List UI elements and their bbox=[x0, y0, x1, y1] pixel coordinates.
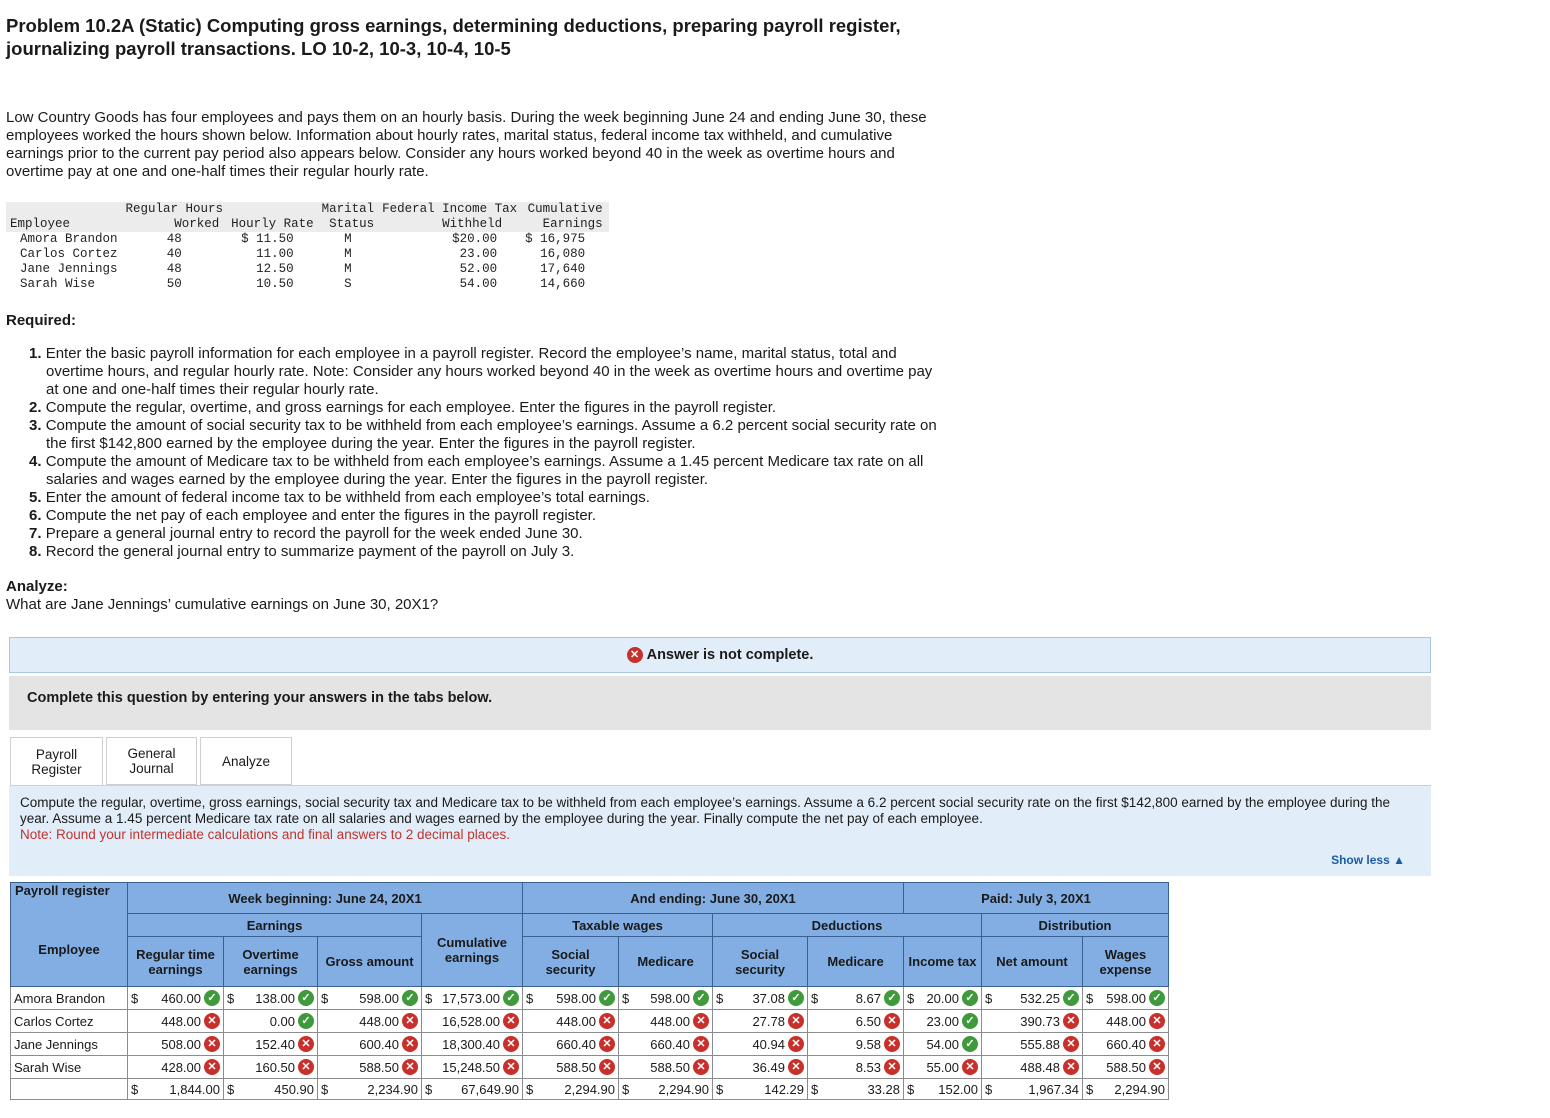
cell-gross-amount[interactable] bbox=[318, 1010, 422, 1033]
cell-value: 555.88 bbox=[1020, 1036, 1060, 1052]
cell-cumulative-earnings[interactable] bbox=[422, 1010, 523, 1033]
total-value: 450.90 bbox=[274, 1081, 314, 1097]
required-item-number: 6. bbox=[29, 507, 42, 524]
emp-name: Sarah Wise bbox=[20, 277, 96, 291]
emp-tax: $20.00 bbox=[452, 232, 498, 246]
cell-value: 54.00 bbox=[926, 1036, 959, 1052]
required-item bbox=[6, 399, 946, 417]
cell-value: 448.00 bbox=[359, 1013, 399, 1029]
cell-income-tax[interactable] bbox=[904, 1033, 982, 1056]
cell-wages-expense[interactable] bbox=[1083, 1010, 1169, 1033]
emp-hours: 40 bbox=[166, 247, 182, 261]
col-cumulative: Cumulative earnings bbox=[422, 914, 523, 987]
cell-medicare-wages[interactable] bbox=[619, 1010, 713, 1033]
cell-ss-wages[interactable] bbox=[523, 1056, 619, 1079]
cell-value: 660.40 bbox=[650, 1036, 690, 1052]
emp-status: M bbox=[344, 262, 352, 276]
instructions-note: Note: Round your intermediate calculations and final answers to 2 decimal places. bbox=[20, 827, 511, 842]
cell-value: 138.00 bbox=[255, 990, 295, 1006]
emp-row bbox=[6, 247, 609, 262]
total-value: 67,649.90 bbox=[461, 1081, 519, 1097]
check-circle-icon: ✓ bbox=[298, 1013, 314, 1029]
cell-ss-deduction[interactable] bbox=[713, 1056, 808, 1079]
total-value: 152.00 bbox=[938, 1081, 978, 1097]
answer-status-text: Answer is not complete. bbox=[646, 647, 814, 663]
emp-name: Amora Brandon bbox=[20, 232, 118, 246]
x-circle-icon: ✕ bbox=[503, 1059, 519, 1075]
total-value: 142.29 bbox=[764, 1081, 804, 1097]
dollar-sign: $ bbox=[811, 990, 819, 1006]
register-employee-name: Amora Brandon bbox=[11, 987, 128, 1010]
emp-status: M bbox=[344, 247, 352, 261]
register-row bbox=[11, 1056, 1169, 1079]
tab-general-journal[interactable] bbox=[106, 737, 197, 785]
register-employee-name: Sarah Wise bbox=[11, 1056, 128, 1079]
register-row bbox=[11, 1010, 1169, 1033]
x-circle-icon: ✕ bbox=[298, 1036, 314, 1052]
x-circle-icon: ✕ bbox=[1063, 1059, 1079, 1075]
x-circle-icon: ✕ bbox=[503, 1036, 519, 1052]
cell-value: 532.25 bbox=[1020, 990, 1060, 1006]
dollar-sign: $ bbox=[811, 1081, 819, 1097]
dollar-sign: $ bbox=[716, 1081, 724, 1097]
register-row bbox=[11, 1033, 1169, 1056]
cell-value: 660.40 bbox=[556, 1036, 596, 1052]
cell-regular-earnings[interactable] bbox=[128, 1010, 224, 1033]
group-taxable-wages: Taxable wages bbox=[523, 914, 713, 937]
cell-overtime-earnings[interactable] bbox=[224, 1033, 318, 1056]
cell-value: 0.00 bbox=[269, 1013, 295, 1029]
title-line-2: journalizing payroll transactions. LO 10-2, 10-3, 10-4, 10-5 bbox=[6, 38, 511, 59]
x-circle-icon: ✕ bbox=[788, 1036, 804, 1052]
cell-value: 160.50 bbox=[255, 1059, 295, 1075]
ending-label: And ending: June 30, 20X1 bbox=[523, 883, 904, 914]
required-item-number: 2. bbox=[29, 399, 42, 416]
cell-net-amount[interactable] bbox=[982, 1010, 1083, 1033]
tab-label: Analyze bbox=[221, 753, 271, 769]
instructions-text: Compute the regular, overtime, gross earnings, social security tax and Medicare tax to be withheld from each employee’s earnings. Assume a 6.2 percent social security rate on the first $142,800 earned by the employee during the year. Assume a 1.45 percent Medicare tax rate on all salaries and wages earned by the employee during the year. Finally compute the net pay of each employee. bbox=[20, 795, 1390, 826]
emp-header-employee: Employee bbox=[6, 202, 122, 232]
cell-value: 448.00 bbox=[556, 1013, 596, 1029]
cell-value: 588.50 bbox=[650, 1059, 690, 1075]
emp-name: Carlos Cortez bbox=[20, 247, 118, 261]
total-net-amount bbox=[982, 1079, 1083, 1100]
col-gross-amount: Gross amount bbox=[318, 937, 422, 987]
total-overtime-earnings bbox=[224, 1079, 318, 1100]
emp-rate: 10.50 bbox=[256, 277, 294, 291]
cell-value: 9.58 bbox=[855, 1036, 881, 1052]
total-ss-wages bbox=[523, 1079, 619, 1100]
check-circle-icon: ✓ bbox=[503, 990, 519, 1006]
x-circle-icon: ✕ bbox=[204, 1013, 220, 1029]
required-item-text: Enter the amount of federal income tax to be withheld from each employee’s total earnings. bbox=[45, 489, 650, 506]
cell-value: 6.50 bbox=[855, 1013, 881, 1029]
tab-label: General Journal bbox=[127, 746, 176, 776]
x-circle-icon: ✕ bbox=[503, 1013, 519, 1029]
employee-info-table bbox=[6, 202, 609, 292]
dollar-sign: $ bbox=[131, 990, 139, 1006]
col-regular-earnings: Regular time earnings bbox=[128, 937, 224, 987]
dollar-sign: $ bbox=[985, 990, 993, 1006]
check-circle-icon: ✓ bbox=[962, 1013, 978, 1029]
cell-medicare-deduction[interactable] bbox=[808, 1056, 904, 1079]
cell-regular-earnings[interactable] bbox=[128, 987, 224, 1010]
emp-name: Jane Jennings bbox=[20, 262, 118, 276]
cell-value: 40.94 bbox=[752, 1036, 785, 1052]
required-item bbox=[6, 417, 946, 453]
register-total-row bbox=[11, 1079, 1169, 1100]
x-circle-icon: ✕ bbox=[1149, 1013, 1165, 1029]
dollar-sign: $ bbox=[1086, 990, 1094, 1006]
required-item-number: 5. bbox=[29, 489, 42, 506]
cell-net-amount[interactable] bbox=[982, 1033, 1083, 1056]
cell-value: 15,248.50 bbox=[442, 1059, 500, 1075]
cell-medicare-deduction[interactable] bbox=[808, 1033, 904, 1056]
dollar-sign: $ bbox=[425, 1081, 433, 1097]
cell-value: 598.00 bbox=[556, 990, 596, 1006]
tab-payroll-register[interactable] bbox=[10, 737, 103, 786]
dollar-sign: $ bbox=[227, 1081, 235, 1097]
x-circle-icon: ✕ bbox=[599, 1059, 615, 1075]
dollar-sign: $ bbox=[321, 990, 329, 1006]
dollar-sign: $ bbox=[526, 990, 534, 1006]
total-medicare-wages bbox=[619, 1079, 713, 1100]
emp-header-status: Marital Status bbox=[318, 202, 379, 232]
dollar-sign: $ bbox=[227, 990, 235, 1006]
cell-value: 152.40 bbox=[255, 1036, 295, 1052]
col-medicare-wages: Medicare bbox=[619, 937, 713, 987]
emp-cumulative: 17,640 bbox=[540, 262, 586, 276]
emp-tax: 52.00 bbox=[459, 262, 498, 276]
register-row bbox=[11, 987, 1169, 1010]
dollar-sign: $ bbox=[622, 1081, 630, 1097]
x-circle-icon: ✕ bbox=[788, 1013, 804, 1029]
cell-gross-amount[interactable] bbox=[318, 1056, 422, 1079]
cell-value: 488.48 bbox=[1020, 1059, 1060, 1075]
check-circle-icon: ✓ bbox=[1149, 990, 1165, 1006]
dollar-sign: $ bbox=[526, 1081, 534, 1097]
emp-cumulative: 14,660 bbox=[540, 277, 586, 291]
tab-analyze[interactable] bbox=[200, 737, 292, 785]
required-item bbox=[6, 525, 946, 543]
dollar-sign: $ bbox=[131, 1081, 139, 1097]
emp-header-hours: Regular Hours Worked bbox=[122, 202, 228, 232]
cell-value: 448.00 bbox=[161, 1013, 201, 1029]
x-circle-icon: ✕ bbox=[884, 1036, 900, 1052]
check-circle-icon: ✓ bbox=[402, 990, 418, 1006]
emp-header-tax: Federal Income Tax Withheld bbox=[378, 202, 521, 232]
required-item bbox=[6, 543, 946, 561]
cell-gross-amount[interactable] bbox=[318, 987, 422, 1010]
cell-income-tax[interactable] bbox=[904, 1056, 982, 1079]
emp-hours: 48 bbox=[166, 262, 182, 276]
x-circle-icon: ✕ bbox=[884, 1013, 900, 1029]
total-income-tax bbox=[904, 1079, 982, 1100]
dollar-sign: $ bbox=[1086, 1081, 1094, 1097]
required-item-text: Compute the net pay of each employee and enter the figures in the payroll register. bbox=[45, 507, 597, 524]
required-item bbox=[6, 345, 946, 399]
cell-regular-earnings[interactable] bbox=[128, 1056, 224, 1079]
total-gross-amount bbox=[318, 1079, 422, 1100]
x-circle-icon: ✕ bbox=[599, 1036, 615, 1052]
cell-value: 660.40 bbox=[1106, 1036, 1147, 1052]
register-employee-name: Carlos Cortez bbox=[11, 1010, 128, 1033]
total-value: 2,234.90 bbox=[367, 1081, 418, 1097]
cell-overtime-earnings[interactable] bbox=[224, 1010, 318, 1033]
emp-hours: 48 bbox=[166, 232, 182, 246]
required-list bbox=[6, 345, 946, 561]
emp-header-rate: Hourly Rate bbox=[227, 202, 318, 232]
total-label-cell bbox=[11, 1079, 128, 1100]
required-item-text: Compute the amount of social security tax to be withheld from each employee’s earnings. Assume a 6.2 percent social security rate on the first $142,800 earned by the employee during the year. Enter the figures in the payroll register. bbox=[45, 417, 937, 452]
cell-overtime-earnings[interactable] bbox=[224, 987, 318, 1010]
x-circle-icon: ✕ bbox=[204, 1036, 220, 1052]
payroll-register-table bbox=[10, 882, 1169, 1100]
cell-cumulative-earnings[interactable] bbox=[422, 1033, 523, 1056]
group-earnings: Earnings bbox=[128, 914, 422, 937]
col-wages-expense: Wages expense bbox=[1083, 937, 1169, 987]
cell-value: 20.00 bbox=[926, 990, 959, 1006]
cell-value: 588.50 bbox=[1106, 1059, 1147, 1075]
emp-header-cumulative: Cumulative Earnings bbox=[521, 202, 609, 232]
x-circle-icon: ✕ bbox=[693, 1059, 709, 1075]
cell-medicare-wages[interactable] bbox=[619, 987, 713, 1010]
emp-cumulative: 16,080 bbox=[540, 247, 586, 261]
emp-hours: 50 bbox=[166, 277, 182, 291]
instructions-panel bbox=[9, 786, 1431, 876]
cell-overtime-earnings[interactable] bbox=[224, 1056, 318, 1079]
cell-regular-earnings[interactable] bbox=[128, 1033, 224, 1056]
cell-ss-deduction[interactable] bbox=[713, 1033, 808, 1056]
emp-row bbox=[6, 262, 609, 277]
check-circle-icon: ✓ bbox=[962, 1036, 978, 1052]
x-circle-icon: ✕ bbox=[693, 1036, 709, 1052]
cell-value: 55.00 bbox=[926, 1059, 959, 1075]
x-circle-icon: ✕ bbox=[402, 1013, 418, 1029]
total-medicare-deduction bbox=[808, 1079, 904, 1100]
cell-ss-wages[interactable] bbox=[523, 1033, 619, 1056]
group-deductions: Deductions bbox=[713, 914, 982, 937]
cell-value: 588.50 bbox=[556, 1059, 596, 1075]
x-circle-icon: ✕ bbox=[204, 1059, 220, 1075]
x-circle-icon: ✕ bbox=[1063, 1036, 1079, 1052]
group-distribution: Distribution bbox=[982, 914, 1169, 937]
required-item-number: 4. bbox=[29, 453, 42, 470]
cell-income-tax[interactable] bbox=[904, 987, 982, 1010]
cell-value: 428.00 bbox=[161, 1059, 201, 1075]
required-item-text: Enter the basic payroll information for each employee in a payroll register. Record the employee’s name, marital status, total and overtime hours, and regular hourly rate. Note: Consider any hours worked beyond 40 in the week as overtime hours and overtime pay at one and one-half times their regular hourly rate. bbox=[45, 345, 933, 398]
total-value: 33.28 bbox=[867, 1081, 900, 1097]
required-item-number: 1. bbox=[29, 345, 42, 362]
cell-value: 460.00 bbox=[161, 990, 201, 1006]
cell-value: 600.40 bbox=[359, 1036, 399, 1052]
cell-wages-expense[interactable] bbox=[1083, 987, 1169, 1010]
cell-value: 588.50 bbox=[359, 1059, 399, 1075]
cell-cumulative-earnings[interactable] bbox=[422, 987, 523, 1010]
total-value: 2,294.90 bbox=[1114, 1081, 1166, 1097]
required-item bbox=[6, 453, 946, 489]
check-circle-icon: ✓ bbox=[884, 990, 900, 1006]
dollar-sign: $ bbox=[716, 990, 724, 1006]
required-label: Required: bbox=[6, 312, 77, 329]
total-value: 1,967.34 bbox=[1028, 1081, 1079, 1097]
required-item bbox=[6, 489, 946, 507]
cell-medicare-wages[interactable] bbox=[619, 1056, 713, 1079]
col-income-tax: Income tax bbox=[904, 937, 982, 987]
total-regular-earnings bbox=[128, 1079, 224, 1100]
cell-value: 508.00 bbox=[161, 1036, 201, 1052]
cell-value: 598.00 bbox=[1106, 990, 1147, 1006]
required-item-text: Record the general journal entry to summarize payment of the payroll on July 3. bbox=[45, 543, 575, 560]
cell-value: 18,300.40 bbox=[442, 1036, 500, 1052]
dollar-sign: $ bbox=[985, 1081, 993, 1097]
emp-status: M bbox=[344, 232, 352, 246]
x-circle-icon: ✕ bbox=[788, 1059, 804, 1075]
required-item-text: Prepare a general journal entry to record the payroll for the week ended June 30. bbox=[45, 525, 583, 542]
x-circle-icon: ✕ bbox=[884, 1059, 900, 1075]
cell-value: 390.73 bbox=[1020, 1013, 1060, 1029]
col-ss-deduction: Social security bbox=[713, 937, 808, 987]
cell-value: 598.00 bbox=[359, 990, 399, 1006]
dollar-sign: $ bbox=[907, 990, 915, 1006]
cell-wages-expense[interactable] bbox=[1083, 1056, 1169, 1079]
check-circle-icon: ✓ bbox=[693, 990, 709, 1006]
cell-value: 37.08 bbox=[752, 990, 785, 1006]
x-circle-icon: ✕ bbox=[1149, 1036, 1165, 1052]
cell-value: 598.00 bbox=[650, 990, 690, 1006]
cell-gross-amount[interactable] bbox=[318, 1033, 422, 1056]
total-cumulative-earnings bbox=[422, 1079, 523, 1100]
paid-label: Paid: July 3, 20X1 bbox=[904, 883, 1169, 914]
complete-instruction: Complete this question by entering your answers in the tabs below. bbox=[9, 676, 1431, 730]
emp-tax: 23.00 bbox=[459, 247, 498, 261]
cell-value: 16,528.00 bbox=[442, 1013, 500, 1029]
cell-value: 8.67 bbox=[855, 990, 881, 1006]
dollar-sign: $ bbox=[907, 1081, 915, 1097]
required-item-number: 3. bbox=[29, 417, 42, 434]
check-circle-icon: ✓ bbox=[298, 990, 314, 1006]
col-employee: Employee bbox=[11, 914, 128, 987]
problem-intro: Low Country Goods has four employees and pays them on an hourly basis. During the week beginning June 24 and ending June 30, these employees worked the hours shown below. Information about hourly rates, marital status, federal income tax withheld, and cumulative earnings prior to the current pay period also appears below. Consider any hours worked beyond 40 in the week as overtime hours and overtime pay at one and one-half times their regular hourly rate. bbox=[6, 109, 927, 180]
check-circle-icon: ✓ bbox=[1063, 990, 1079, 1006]
cell-medicare-deduction[interactable] bbox=[808, 987, 904, 1010]
week-beginning-label: Week beginning: June 24, 20X1 bbox=[128, 883, 523, 914]
required-item-text: Compute the regular, overtime, and gross earnings for each employee. Enter the figures in the payroll register. bbox=[45, 399, 777, 416]
register-corner-label: Payroll register bbox=[11, 883, 128, 914]
dollar-sign: $ bbox=[321, 1081, 329, 1097]
emp-tax: 54.00 bbox=[459, 277, 498, 291]
cell-value: 17,573.00 bbox=[442, 990, 500, 1006]
cell-medicare-deduction[interactable] bbox=[808, 1010, 904, 1033]
x-circle-icon: ✕ bbox=[693, 1013, 709, 1029]
cell-income-tax[interactable] bbox=[904, 1010, 982, 1033]
cell-ss-wages[interactable] bbox=[523, 1010, 619, 1033]
col-medicare-deduction: Medicare bbox=[808, 937, 904, 987]
cell-value: 448.00 bbox=[650, 1013, 690, 1029]
total-value: 1,844.00 bbox=[169, 1081, 220, 1097]
cell-net-amount[interactable] bbox=[982, 1056, 1083, 1079]
title-line-1: Problem 10.2A (Static) Computing gross earnings, determining deductions, preparing payroll register, bbox=[6, 15, 901, 36]
required-item-text: Compute the amount of Medicare tax to be withheld from each employee’s earnings. Assume a 1.45 percent Medicare tax rate on all salaries and wages earned by the employee during the year. Enter the figures in the payroll register. bbox=[45, 453, 924, 488]
required-item bbox=[6, 507, 946, 525]
emp-rate: 11.00 bbox=[256, 247, 294, 261]
total-wages-expense bbox=[1083, 1079, 1169, 1100]
emp-rate: 12.50 bbox=[256, 262, 294, 276]
check-circle-icon: ✓ bbox=[962, 990, 978, 1006]
emp-cumulative: $ 16,975 bbox=[525, 232, 586, 246]
analyze-question: What are Jane Jennings’ cumulative earnings on June 30, 20X1? bbox=[6, 596, 439, 613]
analyze-label: Analyze: bbox=[6, 578, 68, 595]
answer-tabs bbox=[10, 737, 295, 786]
x-circle-icon: ✕ bbox=[962, 1059, 978, 1075]
cell-value: 8.53 bbox=[855, 1059, 881, 1075]
col-overtime-earnings: Overtime earnings bbox=[224, 937, 318, 987]
emp-status: S bbox=[344, 277, 352, 291]
col-net-amount: Net amount bbox=[982, 937, 1083, 987]
cell-ss-deduction[interactable] bbox=[713, 987, 808, 1010]
cell-cumulative-earnings[interactable] bbox=[422, 1056, 523, 1079]
check-circle-icon: ✓ bbox=[788, 990, 804, 1006]
cell-value: 448.00 bbox=[1106, 1013, 1147, 1029]
cell-net-amount[interactable] bbox=[982, 987, 1083, 1010]
cell-medicare-wages[interactable] bbox=[619, 1033, 713, 1056]
emp-row bbox=[6, 277, 609, 292]
cell-value: 27.78 bbox=[752, 1013, 785, 1029]
total-ss-deduction bbox=[713, 1079, 808, 1100]
answer-status-banner bbox=[9, 637, 1431, 673]
total-value: 2,294.90 bbox=[658, 1081, 709, 1097]
x-circle-icon: ✕ bbox=[402, 1059, 418, 1075]
check-circle-icon: ✓ bbox=[599, 990, 615, 1006]
dollar-sign: $ bbox=[425, 990, 433, 1006]
required-item-number: 7. bbox=[29, 525, 42, 542]
cell-value: 23.00 bbox=[926, 1013, 959, 1029]
emp-rate: $ 11.50 bbox=[241, 232, 294, 246]
col-ss-wages: Social security bbox=[523, 937, 619, 987]
x-circle-icon: ✕ bbox=[402, 1036, 418, 1052]
emp-row bbox=[6, 232, 609, 247]
x-circle-icon: ✕ bbox=[1149, 1059, 1165, 1075]
required-item-number: 8. bbox=[29, 543, 42, 560]
cell-wages-expense[interactable] bbox=[1083, 1033, 1169, 1056]
cell-value: 36.49 bbox=[752, 1059, 785, 1075]
cell-ss-wages[interactable] bbox=[523, 987, 619, 1010]
dollar-sign: $ bbox=[622, 990, 630, 1006]
register-employee-name: Jane Jennings bbox=[11, 1033, 128, 1056]
x-circle-icon: ✕ bbox=[1063, 1013, 1079, 1029]
problem-title bbox=[6, 14, 1006, 60]
cell-ss-deduction[interactable] bbox=[713, 1010, 808, 1033]
x-circle-icon: ✕ bbox=[298, 1059, 314, 1075]
show-less-link[interactable]: Show less ▲ bbox=[1331, 853, 1405, 867]
x-circle-icon: ✕ bbox=[627, 647, 643, 663]
tab-label: Payroll Register bbox=[31, 746, 82, 777]
total-value: 2,294.90 bbox=[564, 1081, 615, 1097]
check-circle-icon: ✓ bbox=[204, 990, 220, 1006]
x-circle-icon: ✕ bbox=[599, 1013, 615, 1029]
